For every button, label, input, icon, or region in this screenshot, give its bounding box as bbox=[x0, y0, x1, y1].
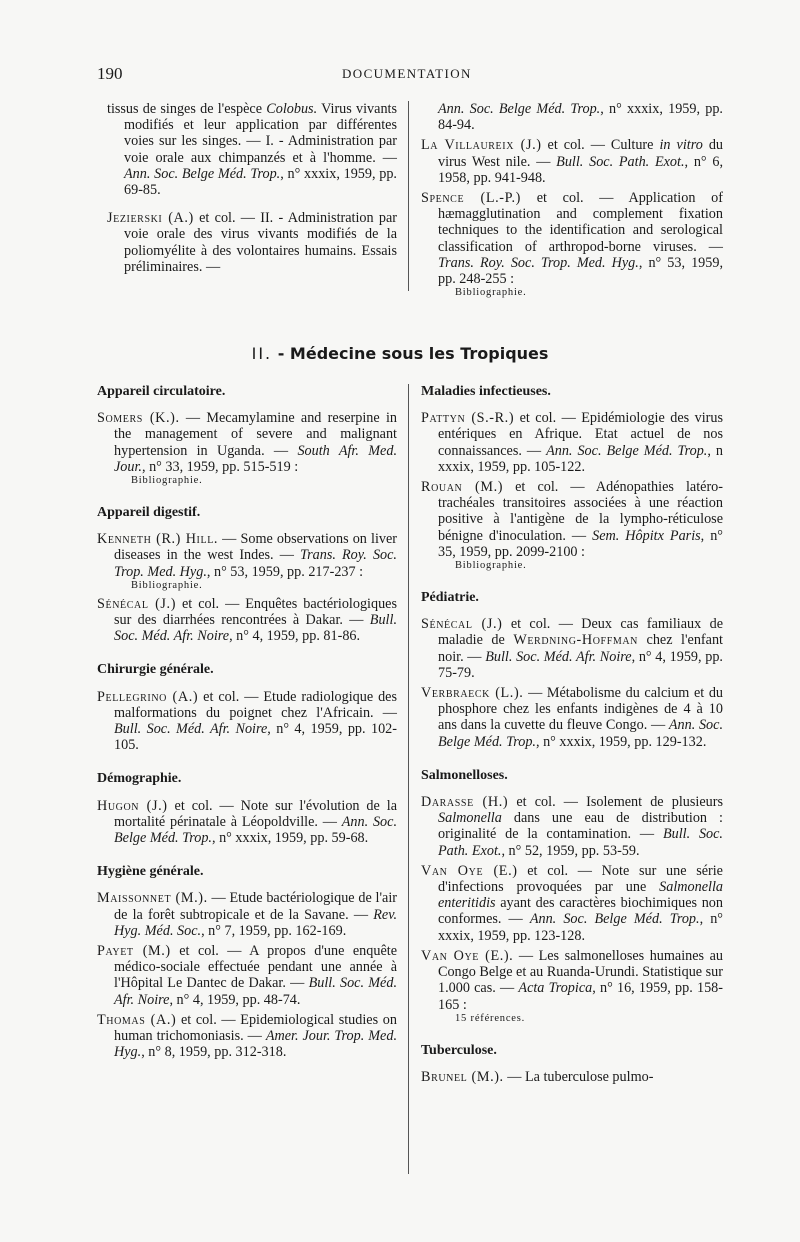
entry-payet: Payet (M.) et col. — A propos d'une enquête médico-sociale effectuée pendant une année à l'Hôpital Le Dantec de Dakar. — Bull. Soc. Méd. Afr. Noire, n° 4, 1959, pp. 48-74. bbox=[97, 943, 397, 1008]
entry-verbraeck: Verbraeck (L.). — Métabolisme du calcium et du phosphore chez les enfants indigènes de 4 à 10 ans dans la cuvette du fleuve Congo. — Ann. Soc. Belge Méd. Trop., n° xxxix, 1959, pp. 129-132. bbox=[421, 685, 724, 750]
running-header bbox=[97, 64, 737, 84]
main-left-column bbox=[97, 384, 397, 1061]
entry-senecal-2: Sénécal (J.) et col. — Deux cas familiaux de maladie de Werdning-Hoffman chez l'enfant noir. — Bull. Soc. Méd. Afr. Noire, n° 4, 1959, pp. 75-79. bbox=[421, 616, 723, 681]
main-right-column bbox=[421, 384, 723, 1085]
entry-spence: Spence (L.-P.) et col. — Application of hæmagglutination and complement fixation techniques to the identification and serological classification of arthropod-borne viruses. — Trans. Roy. Soc. Trop. Med. Hyg., n° 53, 1959, pp. 248-255 : Bibliographie. bbox=[421, 190, 723, 299]
entry-darasse: Darasse (H.) et col. — Isolement de plusieurs Salmonella dans une eau de distribution : originalité de la contamination. — Bull. Soc. Path. Exot., n° 52, 1959, pp. 53-59. bbox=[421, 794, 723, 859]
entry-senecal: Sénécal (J.) et col. — Enquêtes bactériologiques sur des diarrhées rencontrées à Dakar. — Bull. Soc. Méd. Afr. Noire, n° 4, 1959, pp. 81-86. bbox=[97, 595, 398, 645]
column-divider-top bbox=[408, 101, 409, 291]
category-heading: Appareil circulatoire. bbox=[97, 384, 226, 399]
category-heading: Hygiène générale. bbox=[97, 864, 204, 880]
category-heading: Démographie. bbox=[97, 771, 182, 787]
category-heading: Pédiatrie. bbox=[421, 590, 479, 606]
entry-kenneth: Kenneth (R.) Hill. — Some observations on liver diseases in the west Indes. — Trans. Roy. Soc. Trop. Med. Hyg., n° 53, 1959, pp. 217-237 : Bibliographie. bbox=[97, 531, 398, 591]
bibliography-note: Bibliographie. bbox=[455, 287, 527, 299]
entry-van-oye-1: Van Oye (E.) et col. — Note sur une série d'infections provoquées par une Salmonella enteritidis ayant des caractères biochimiques non conformes. — Ann. Soc. Belge Méd. Trop., n° xxxix, 1959, pp. 123-128. bbox=[421, 862, 723, 944]
running-title: DOCUMENTATION bbox=[342, 66, 472, 81]
entry-la-villaureix: La Villaureix (J.) et col. — Culture in vitro du virus West nile. — Bull. Soc. Path. Exot., n° 6, 1958, pp. 941-948. bbox=[421, 137, 724, 186]
entry-hugon: Hugon (J.) et col. — Note sur l'évolution de la mortalité périnatale à Léopoldville. — Ann. Soc. Belge Méd. Trop., n° xxxix, 1959, pp. 59-68. bbox=[97, 797, 397, 847]
category-heading: Appareil digestif. bbox=[97, 505, 201, 521]
category-heading: Maladies infectieuses. bbox=[421, 384, 551, 399]
column-divider-main bbox=[408, 384, 409, 1174]
section-heading: II. - Médecine sous les Tropiques bbox=[251, 344, 549, 363]
top-left-column bbox=[107, 101, 397, 275]
continued-entry: tissus de singes de l'espèce Colobus. Virus vivants modifiés et leur application par différentes voies sur les singes. — I. - Administration par voie orale aux chimpanzés et à l'homme. — Ann. Soc. Belge Méd. Trop., n° xxxix, 1959, pp. 69-85. bbox=[107, 101, 397, 199]
entry-rouan: Rouan (M.) et col. — Adénopathies latéro-trachéales transitoires associées à une réaction positive à l'antigène de la lympho-réticulose bénigne d'inoculation. — Sem. Hôpitx Paris, n° 35, 1959, pp. 2099-2100 : Bibliographie. bbox=[421, 479, 723, 572]
entry-jezierski: Jezierski (A.) et col. — II. - Administration par voie orale des virus vivants modifiés de la poliomyélite à des volontaires humains. Essais préliminaires. — bbox=[107, 210, 397, 275]
entry-van-oye-2: Van Oye (E.). — Les salmonelloses humaines au Congo Belge et au Ruanda-Urundi. Statistique sur 1.000 cas. — Acta Tropica, n° 16, 1959, pp. 158-165 : 15 références. bbox=[421, 947, 724, 1024]
entry-thomas: Thomas (A.) et col. — Epidemiological studies on human trichomoniasis. — Amer. Jour. Trop. Med. Hyg., n° 8, 1959, pp. 312-318. bbox=[97, 1011, 398, 1061]
top-right-column bbox=[421, 101, 723, 299]
entry-brunel: Brunel (M.). — La tuberculose pulmo- bbox=[421, 1068, 654, 1085]
page-number: 190 bbox=[97, 64, 123, 83]
continued-entry-right: Ann. Soc. Belge Méd. Trop., n° xxxix, 1959, pp. 84-94. bbox=[438, 101, 723, 134]
category-heading: Tuberculose. bbox=[421, 1042, 497, 1058]
category-heading: Chirurgie générale. bbox=[97, 662, 214, 678]
category-heading: Salmonelloses. bbox=[421, 767, 508, 783]
entry-pellegrino: Pellegrino (A.) et col. — Etude radiologique des malformations du poignet chez l'Africain. — Bull. Soc. Méd. Afr. Noire, n° 4, 1959, pp. 102-105. bbox=[97, 688, 397, 754]
entry-maissonnet: Maissonnet (M.). — Etude bactériologique de l'air de la forêt subtropicale et de la Savane. — Rev. Hyg. Méd. Soc., n° 7, 1959, pp. 162-169. bbox=[97, 890, 397, 939]
entry-somers: Somers (K.). — Mecamylamine and reserpine in the management of severe and malignant hypertension in Uganda. — South Afr. Med. Jour., n° 33, 1959, pp. 515-519 : Bibliographie. bbox=[97, 410, 397, 487]
entry-pattyn: Pattyn (S.-R.) et col. — Epidémiologie des virus entériques en Afrique. Etat actuel de nos connaissances. — Ann. Soc. Belge Méd. Trop., n xxxix, 1959, pp. 105-122. bbox=[421, 410, 723, 475]
